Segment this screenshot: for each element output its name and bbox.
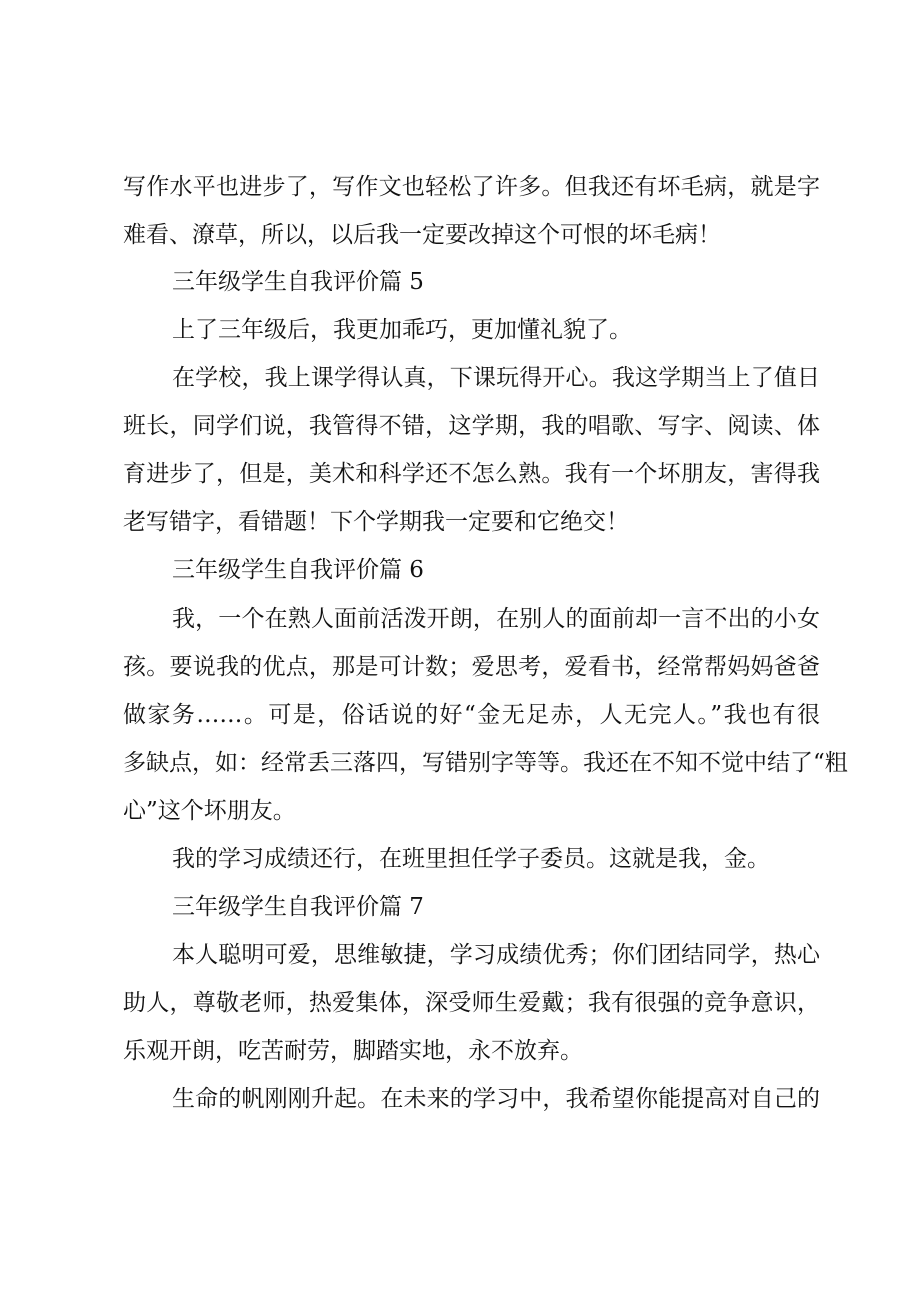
section-heading: 三年级学生自我评价篇 5 xyxy=(172,269,424,295)
paragraph-line: 我，一个在熟人面前活泼开朗，在别人的面前却一言不出的小女 xyxy=(172,606,820,632)
paragraph-line: 乐观开朗，吃苦耐劳，脚踏实地，永不放弃。 xyxy=(123,1038,583,1064)
section-heading: 三年级学生自我评价篇 7 xyxy=(172,894,424,920)
paragraph-line: 班长，同学们说，我管得不错，这学期，我的唱歌、写字、阅读、体 xyxy=(123,413,820,439)
paragraph-line: 本人聪明可爱，思维敏捷，学习成绩优秀；你们团结同学，热心 xyxy=(172,942,820,968)
paragraph-line: 我的学习成绩还行，在班里担任学子委员。这就是我，金。 xyxy=(172,846,770,872)
paragraph-line: 做家务……。可是，俗话说的好“金无足赤，人无完人。”我也有很 xyxy=(123,702,820,728)
paragraph-line: 生命的帆刚刚升起。在未来的学习中，我希望你能提高对自己的 xyxy=(172,1086,820,1112)
paragraph-line: 多缺点，如：经常丢三落四，写错别字等等。我还在不知不觉中结了“粗 xyxy=(123,750,848,776)
paragraph-line: 写作水平也进步了，写作文也轻松了许多。但我还有坏毛病，就是字 xyxy=(123,174,820,200)
section-heading: 三年级学生自我评价篇 6 xyxy=(172,557,424,583)
paragraph-line: 育进步了，但是，美术和科学还不怎么熟。我有一个坏朋友，害得我 xyxy=(123,461,820,487)
paragraph-line: 老写错字，看错题！下个学期我一定要和它绝交！ xyxy=(123,509,629,535)
paragraph-line: 心”这个坏朋友。 xyxy=(123,798,296,824)
paragraph-line: 在学校，我上课学得认真，下课玩得开心。我这学期当上了值日 xyxy=(172,365,820,391)
paragraph-line: 助人，尊敬老师，热爱集体，深受师生爱戴；我有很强的竞争意识， xyxy=(123,990,820,1016)
paragraph-line: 孩。要说我的优点，那是可计数；爱思考，爱看书，经常帮妈妈爸爸 xyxy=(123,654,820,680)
paragraph-line: 上了三年级后，我更加乖巧，更加懂礼貌了。 xyxy=(172,317,632,343)
paragraph-line: 难看、潦草，所以，以后我一定要改掉这个可恨的坏毛病！ xyxy=(123,222,721,248)
